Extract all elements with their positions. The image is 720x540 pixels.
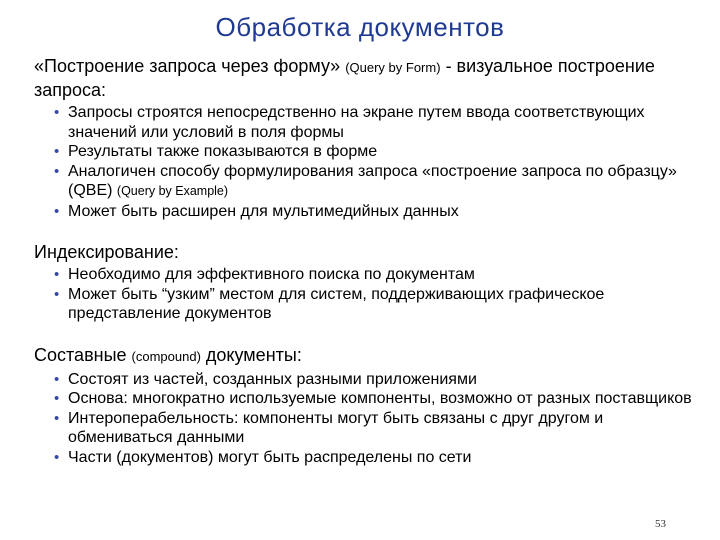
list-item: • Аналогичен способу формулирования запроса «построение запроса по образцу» (QBE) (Query by Example) [54, 162, 696, 202]
heading-small: (compound) [131, 348, 201, 364]
list-item: • Результаты также показываются в форме [54, 142, 696, 162]
heading-main: «Построение запроса через форму» [34, 56, 341, 76]
bullet-list-indexing [34, 265, 696, 324]
slide-title: Обработка документов [215, 12, 505, 42]
list-item: • Может быть “узким” местом для систем, поддерживающих графическое представление документов [54, 285, 696, 324]
list-item: • Необходимо для эффективного поиска по документам [54, 265, 696, 285]
heading-small: (Query by Form) [345, 60, 441, 75]
list-item: • Основа: многократно используемые компоненты, возможно от разных поставщиков [54, 389, 696, 409]
page-number: 53 [655, 518, 666, 530]
list-item: • Запросы строятся непосредственно на экране путем ввода соответствующих значений или условий в поля формы [54, 103, 696, 142]
heading-main: Составные [34, 344, 127, 365]
heading-main: Индексирование: [34, 242, 179, 262]
heading-rest: - визуальное построение запроса: [34, 56, 655, 100]
list-item: • Состоят из частей, созданных разными приложениями [54, 370, 696, 390]
heading-rest: документы: [205, 344, 302, 365]
section-heading-compound-documents [34, 344, 696, 368]
list-item: • Интероперабельность: компоненты могут быть связаны с друг другом и обмениваться данными [54, 409, 696, 448]
slide-content [34, 55, 696, 467]
bullet-list-compound-documents [34, 370, 696, 468]
list-item: • Части (документов) могут быть распределены по сети [54, 448, 696, 468]
section-heading-indexing [34, 241, 696, 263]
bullet-list-query-by-form [34, 103, 696, 221]
section-heading-query-by-form [34, 55, 696, 101]
list-item: • Может быть расширен для мультимедийных данных [54, 202, 696, 222]
item-small-note: (Query by Example) [116, 184, 229, 198]
